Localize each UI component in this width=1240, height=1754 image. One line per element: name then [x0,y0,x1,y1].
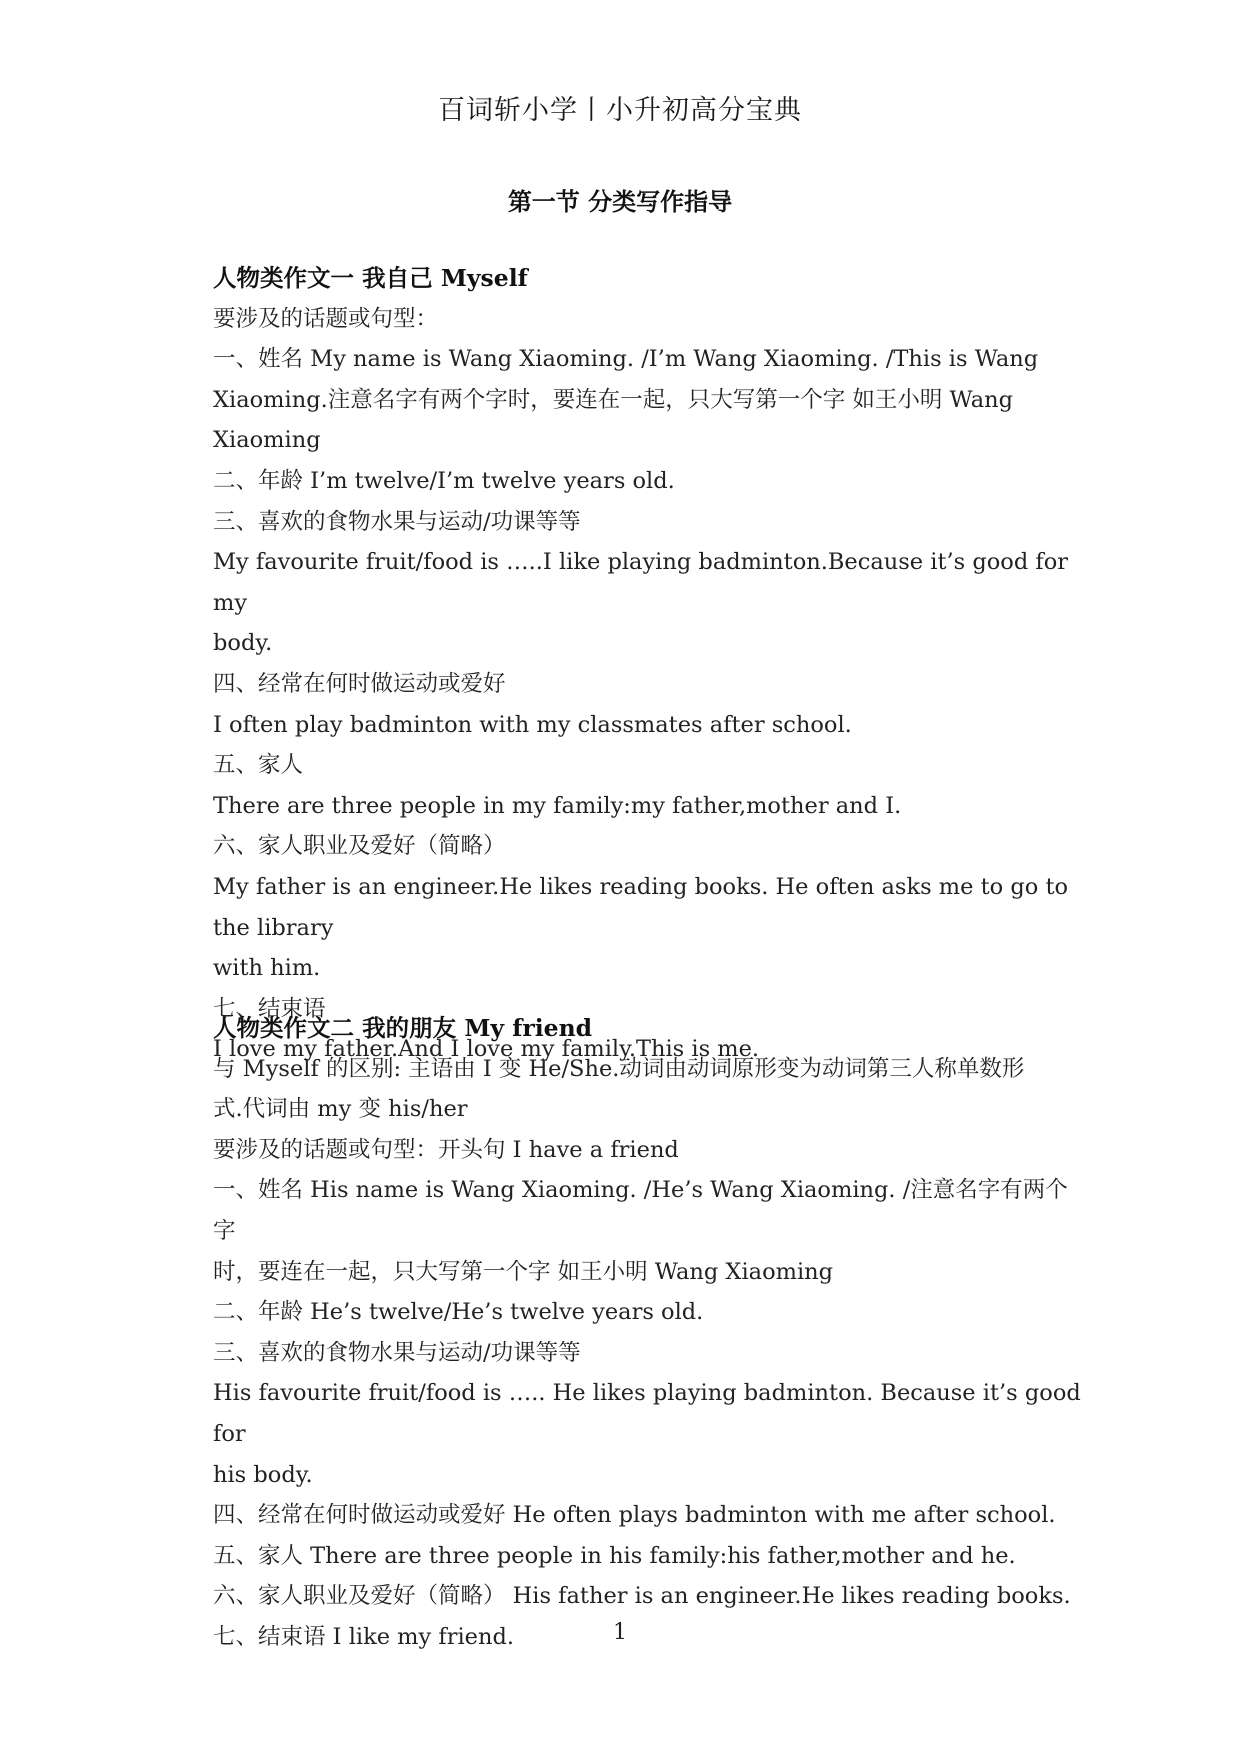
text-line: body. [213,630,273,657]
text-line: 六、家人职业及爱好（简略） His father is an engineer.He likes reading books. [213,1583,1071,1610]
text-line: Xiaoming.注意名字有两个字时，要连在一起，只大写第一个字 如王小明 Wang [213,386,1014,413]
text-line: His favourite fruit/food is ….. He likes playing badminton. Because it’s good for [213,1380,1081,1447]
text-line: 七、结束语 I like my friend. [213,1623,515,1650]
page-number: 1 [613,1620,627,1645]
text-line: 要涉及的话题或句型：开头句 I have a friend [213,1136,679,1163]
text-line: 四、经常在何时做运动或爱好 [213,670,506,697]
text-line: There are three people in my family:my father,mother and I. [213,792,902,819]
text-line: 三、喜欢的食物水果与运动/功课等等 [213,1339,581,1366]
text-line: his body. [213,1461,313,1488]
page-header: 百词斩小学丨小升初高分宝典 [438,95,802,126]
text-line: 三、喜欢的食物水果与运动/功课等等 [213,508,581,535]
text-line: 一、姓名 My name is Wang Xiaoming. /I’m Wang Xiaoming. /This is Wang [213,346,1039,373]
text-line: 四、经常在何时做运动或爱好 He often plays badminton with me after school. [213,1502,1056,1529]
text-line: 七、结束语 [213,995,326,1022]
essay-heading: 人物类作文二 我的朋友 My friend [213,1014,593,1042]
text-line: 时，要连在一起，只大写第一个字 如王小明 Wang Xiaoming [213,1258,834,1285]
text-line: 与 Myself 的区别: 主语由 I 变 He/She.动词由动词原形变为动词第三人称单数形 [213,1055,1025,1082]
text-line: My father is an engineer.He likes reading books. He often asks me to go to the library [213,873,1069,941]
text-line: 六、家人职业及爱好（简略） [213,833,506,860]
essay-heading: 人物类作文一 我自己 Myself [213,264,528,292]
essay-guide-myself [213,258,1083,1070]
text-line: I often play badminton with my classmates after school. [213,711,852,738]
text-line: 五、家人 [213,752,304,779]
text-line: I love my father.And I love my family.This is me. [213,1036,760,1063]
text-line: 要涉及的话题或句型： [213,305,439,332]
text-line: 五、家人 There are three people in his family:his father,mother and he. [213,1542,1016,1569]
text-line: 式.代词由 my 变 his/her [213,1096,468,1123]
text-line: Xiaoming [213,427,321,454]
essay-guide-my-friend [213,1008,1083,1658]
text-line: 一、姓名 His name is Wang Xiaoming. /He’s Wang Xiaoming. /注意名字有两个字 [213,1177,1068,1244]
text-line: with him. [213,955,321,982]
text-line: My favourite fruit/food is …..I like playing badminton.Because it’s good for my [213,549,1069,616]
text-line: 二、年龄 He’s twelve/He’s twelve years old. [213,1299,704,1326]
section-title: 第一节 分类写作指导 [507,187,733,216]
text-line: 二、年龄 I’m twelve/I’m twelve years old. [213,467,675,494]
